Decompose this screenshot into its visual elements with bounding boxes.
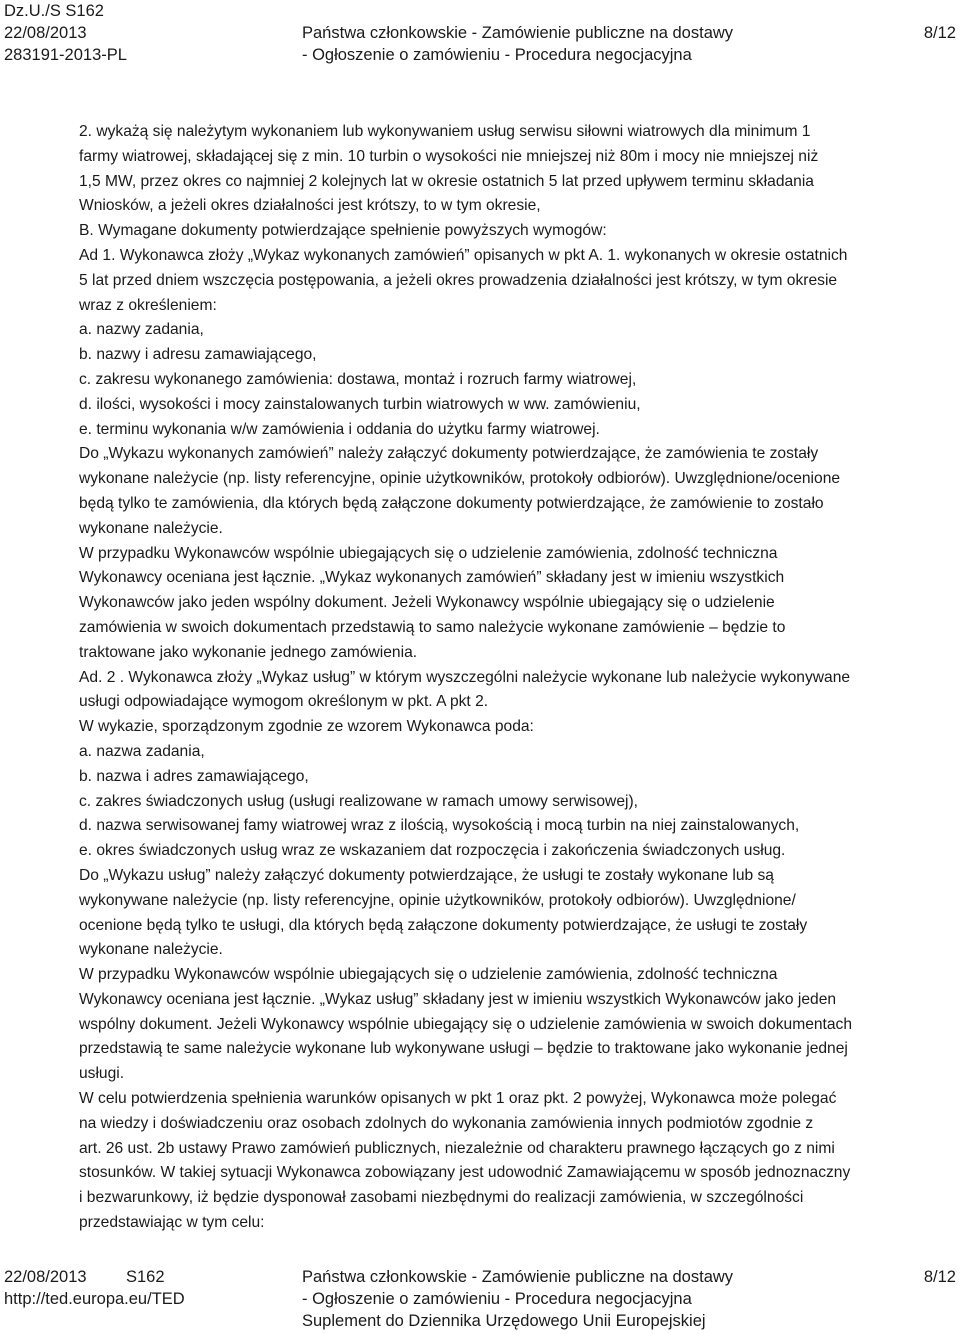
text-line: usługi odpowiadające wymogom określonym w pkt. A pkt 2. — [79, 693, 489, 711]
text-line: wykonywane należycie (np. listy referencyjne, opinie użytkowników, protokoły odbiorów). Uwzględnione/ — [79, 891, 796, 909]
text-line: na wiedzy i doświadczeniu oraz osobach zdolnych do wykonania zamówienia innych podmiotów zgodnie z — [79, 1114, 814, 1132]
footer-title-line2: - Ogłoszenie o zamówieniu - Procedura negocjacyjna — [302, 1290, 692, 1308]
text-line: W celu potwierdzenia spełnienia warunków opisanych w pkt 1 oraz pkt. 2 powyżej, Wykonawca może polegać — [79, 1090, 837, 1108]
text-line: Wniosków, a jeżeli okres działalności jest krótszy, to w tym okresie, — [79, 197, 541, 215]
text-line: przedstawiając w tym celu: — [79, 1214, 265, 1232]
header-date: 22/08/2013 — [4, 24, 87, 42]
text-line: wspólny dokument. Jeżeli Wykonawcy wspólnie ubiegający się o udzielenie zamówienia w swoich dokumentach — [79, 1015, 853, 1033]
text-line: c. zakres świadczonych usług (usługi realizowane w ramach umowy serwisowej), — [79, 792, 638, 810]
text-line: wykonane należycie (np. listy referencyjne, opinie użytkowników, protokoły odbiorów). Uwzględnione/ocenione — [79, 470, 841, 488]
text-line: ocenione będą tylko te usługi, dla których będą załączone dokumenty potwierdzające, że usługi te zostały — [79, 916, 808, 934]
text-line: wykonane należycie. — [79, 941, 223, 959]
ted-link[interactable]: http://ted.europa.eu/TED — [4, 1290, 185, 1308]
text-line: Ad. 2 . Wykonawca złoży „Wykaz usług” w którym wyszczególni należycie wykonane lub należycie wykonywane — [79, 668, 851, 686]
text-line: Wykonawcy oceniana jest łącznie. „Wykaz wykonanych zamówień” składany jest w imieniu wszystkich — [79, 569, 785, 587]
text-line: 2. wykażą się należytym wykonaniem lub wykonywaniem usług serwisu siłowni wiatrowych dla minimum 1 — [79, 123, 811, 140]
text-line: b. nazwy i adresu zamawiającego, — [79, 346, 317, 364]
header-title-line1: Państwa członkowskie - Zamówienie publiczne na dostawy — [302, 24, 734, 42]
text-line: przedstawią te same należycie wykonane lub wykonywane usługi – będzie to traktowane jako wykonanie jednej — [79, 1040, 848, 1058]
journal-reference: Dz.U./S S162 — [4, 2, 104, 20]
text-line: traktowane jako wykonanie jednego zamówienia. — [79, 643, 418, 661]
footer-title-line3: Suplement do Dziennika Urzędowego Unii Europejskiej — [302, 1312, 706, 1330]
text-line: e. terminu wykonania w/w zamówienia i oddania do użytku farmy wiatrowej. — [79, 420, 600, 438]
header-title-line2: - Ogłoszenie o zamówieniu - Procedura negocjacyjna — [302, 46, 692, 64]
text-line: a. nazwy zadania, — [79, 321, 204, 339]
text-line: zamówienia w swoich dokumentach przedstawią to samo należycie wykonane zamówienie – będzie to — [79, 618, 786, 636]
text-line: W przypadku Wykonawców wspólnie ubiegających się o udzielenie zamówienia, zdolność techniczna — [79, 544, 778, 562]
text-line: Do „Wykazu wykonanych zamówień” należy załączyć dokumenty potwierdzające, że zamówienia te zostały — [79, 445, 819, 463]
text-line: 5 lat przed dniem wszczęcia postępowania, a jeżeli okres prowadzenia działalności jest krótszy, w tym okresie — [79, 271, 838, 289]
text-line: b. nazwa i adres zamawiającego, — [79, 767, 309, 785]
text-line: W przypadku Wykonawców wspólnie ubiegających się o udzielenie zamówienia, zdolność techniczna — [79, 966, 778, 984]
text-line: art. 26 ust. 2b ustawy Prawo zamówień publicznych, niezależnie od charakteru prawnego łączących go z nimi — [79, 1139, 835, 1157]
text-line: a. nazwa zadania, — [79, 742, 205, 760]
text-line: d. ilości, wysokości i mocy zainstalowanych turbin wiatrowych w ww. zamówieniu, — [79, 395, 641, 413]
text-line: d. nazwa serwisowanej famy wiatrowej wraz z ilością, wysokością i mocą turbin na niej zainstalowanych, — [79, 817, 800, 835]
footer-page-number: 8/12 — [923, 1268, 956, 1286]
text-line: farmy wiatrowej, składającej się z min. 10 turbin o wysokości nie mniejszej niż 80m i mocy nie mniejszej niż — [79, 147, 819, 165]
header-page-number: 8/12 — [923, 24, 956, 42]
text-line: Wykonawców jako jeden wspólny dokument. Jeżeli Wykonawcy wspólnie ubiegający się o udzielenie — [79, 594, 775, 612]
footer-title-line1: Państwa członkowskie - Zamówienie publiczne na dostawy — [302, 1268, 734, 1286]
text-line: wraz z określeniem: — [79, 296, 217, 314]
text-line: Do „Wykazu usług” należy załączyć dokumenty potwierdzające, że usługi te zostały wykonane lub są — [79, 866, 774, 884]
document-body — [79, 120, 959, 1236]
footer-series: S162 — [126, 1268, 165, 1286]
text-line: B. Wymagane dokumenty potwierdzające spełnienie powyższych wymogów: — [79, 222, 607, 240]
text-line: usługi. — [79, 1065, 125, 1083]
text-line: Ad 1. Wykonawca złoży „Wykaz wykonanych zamówień” opisanych w pkt A. 1. wykonanych w okresie ostatnich — [79, 246, 848, 264]
document-id: 283191-2013-PL — [4, 46, 127, 64]
text-line: stosunków. W takiej sytuacji Wykonawca zobowiązany jest udowodnić Zamawiającemu w sposób jednoznaczny — [79, 1164, 851, 1182]
text-line: będą tylko te zamówienia, dla których będą załączone dokumenty potwierdzające, że zamówienie to zostało — [79, 494, 824, 512]
text-line: W wykazie, sporządzonym zgodnie ze wzorem Wykonawca poda: — [79, 718, 534, 736]
text-line: c. zakresu wykonanego zamówienia: dostawa, montaż i rozruch farmy wiatrowej, — [79, 370, 637, 388]
text-line: Wykonawcy oceniana jest łącznie. „Wykaz usług” składany jest w imieniu wszystkich Wykonawców jako jeden — [79, 990, 837, 1008]
text-line: 1,5 MW, przez okres co najmniej 2 kolejnych lat w okresie ostatnich 5 lat przed upływem terminu składania — [79, 172, 814, 190]
footer-date: 22/08/2013 — [4, 1268, 87, 1286]
text-line: e. okres świadczonych usług wraz ze wskazaniem dat rozpoczęcia i zakończenia świadczonych usług. — [79, 842, 786, 860]
text-line: i bezwarunkowy, iż będzie dysponował zasobami niezbędnymi do realizacji zamówienia, w szczególności — [79, 1189, 804, 1207]
text-line: wykonane należycie. — [79, 519, 223, 537]
